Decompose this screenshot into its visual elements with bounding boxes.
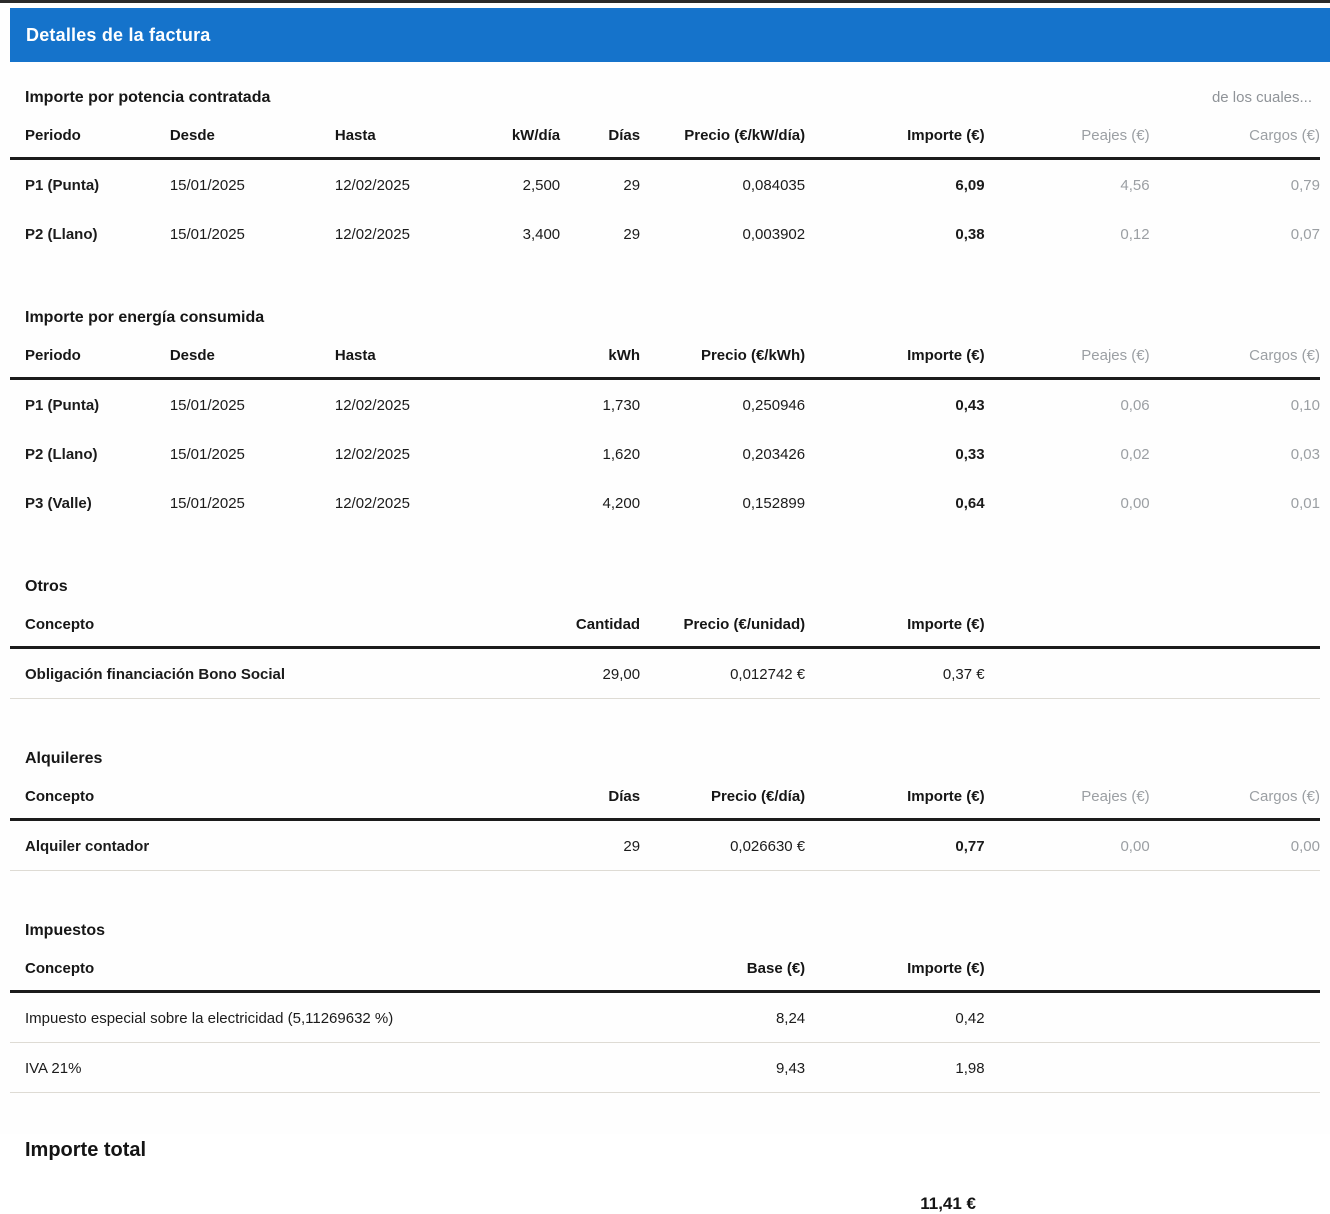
potencia-table: [10, 107, 1320, 258]
de-los-cuales-note: de los cuales...: [1211, 89, 1312, 106]
spacer-cell: [985, 648, 1320, 699]
precio-cell: 0,152899: [742, 495, 806, 512]
concepto-cell: IVA 21%: [10, 1043, 640, 1093]
column-header: Desde: [169, 347, 215, 364]
date-from-cell: 15/01/2025: [169, 226, 245, 243]
invoice-body: [0, 89, 1330, 1214]
total-amount: 11,41 €: [920, 1194, 976, 1213]
page-title: Detalles de la factura: [26, 24, 211, 45]
concepto-cell: Obligación financiación Bono Social: [10, 648, 470, 699]
table-row: [10, 209, 1320, 258]
energia-heading: Importe por energía consumida: [25, 309, 265, 326]
table-row: [10, 429, 1320, 478]
column-header: kWh: [608, 347, 641, 364]
otros-section-header: [10, 578, 1320, 596]
column-header: Peajes (€): [1081, 347, 1150, 364]
column-header: Peajes (€): [1081, 788, 1150, 805]
date-to-cell: 12/02/2025: [334, 177, 410, 194]
table-row: [10, 648, 1320, 699]
date-to-cell: 12/02/2025: [334, 446, 410, 463]
column-header: Cargos (€): [1249, 127, 1320, 144]
importe-cell: 0,37 €: [805, 648, 984, 699]
importe-cell: 1,98: [805, 1043, 984, 1093]
energia-header-row: [10, 327, 1320, 379]
invoice-details-banner: [10, 8, 1330, 62]
column-header: Base (€): [746, 960, 806, 977]
otros-table: [10, 596, 1320, 699]
importe-cell: 0,77: [805, 820, 984, 871]
column-header: Peajes (€): [1081, 127, 1150, 144]
cargos-cell: 0,79: [1290, 177, 1320, 194]
otros-header-row: [10, 596, 1320, 648]
column-header: Concepto: [25, 960, 95, 977]
column-header: Cargos (€): [1249, 347, 1320, 364]
table-row: [10, 1043, 1320, 1093]
concepto-cell: Alquiler contador: [10, 820, 560, 871]
column-header: Precio (€/kW/día): [684, 127, 806, 144]
cargos-cell: 0,10: [1290, 397, 1320, 414]
kwh-cell: 4,200: [602, 495, 641, 512]
date-from-cell: 15/01/2025: [169, 177, 245, 194]
period-cell: P2 (Llano): [25, 446, 98, 463]
column-header: Días: [608, 127, 641, 144]
importe-cell: 0,33: [955, 446, 985, 463]
kw-dia-cell: 2,500: [522, 177, 561, 194]
peajes-cell: 0,02: [1120, 446, 1150, 463]
cargos-cell: 0,03: [1290, 446, 1320, 463]
total-heading: Importe total: [25, 1139, 147, 1161]
column-header: Importe (€): [907, 788, 985, 805]
column-header: Importe (€): [907, 347, 985, 364]
column-header: Cantidad: [575, 616, 641, 633]
column-header: Importe (€): [907, 127, 985, 144]
column-header: Precio (€/kWh): [700, 347, 806, 364]
table-row: [10, 992, 1320, 1043]
spacer-cell: [985, 992, 1320, 1043]
column-header: Periodo: [25, 127, 81, 144]
column-header: Periodo: [25, 347, 81, 364]
energia-section-header: [10, 309, 1320, 327]
peajes-cell: 4,56: [1120, 177, 1150, 194]
base-cell: 9,43: [640, 1043, 805, 1093]
dias-cell: 29: [623, 226, 641, 243]
cargos-cell: 0,01: [1290, 495, 1320, 512]
column-header: Concepto: [25, 788, 95, 805]
kwh-cell: 1,730: [602, 397, 641, 414]
table-row: [10, 379, 1320, 430]
dias-cell: 29: [623, 177, 641, 194]
peajes-cell: 0,06: [1120, 397, 1150, 414]
cargos-cell: 0,07: [1290, 226, 1320, 243]
column-header: Precio (€/día): [710, 788, 806, 805]
impuestos-table: [10, 940, 1320, 1093]
date-from-cell: 15/01/2025: [169, 446, 245, 463]
column-header-spacer: [985, 596, 1320, 648]
potencia-header-row: [10, 107, 1320, 159]
peajes-cell: 0,12: [1120, 226, 1150, 243]
precio-cell: 0,203426: [742, 446, 806, 463]
kw-dia-cell: 3,400: [522, 226, 561, 243]
table-row: [10, 820, 1320, 871]
spacer-cell: [985, 1043, 1320, 1093]
base-cell: 8,24: [640, 992, 805, 1043]
importe-cell: 0,42: [805, 992, 984, 1043]
column-header: Días: [608, 788, 641, 805]
peajes-cell: 0,00: [1120, 495, 1150, 512]
date-from-cell: 15/01/2025: [169, 397, 245, 414]
date-to-cell: 12/02/2025: [334, 495, 410, 512]
scan-edge-line: [0, 0, 1330, 3]
column-header: Importe (€): [907, 960, 985, 977]
cantidad-cell: 29,00: [470, 648, 640, 699]
column-header: Hasta: [334, 347, 376, 364]
date-to-cell: 12/02/2025: [334, 226, 410, 243]
dias-cell: 29: [560, 820, 640, 871]
cargos-cell: 0,00: [1150, 820, 1320, 871]
column-header: Hasta: [334, 127, 376, 144]
alquileres-heading: Alquileres: [25, 750, 103, 767]
table-row: [10, 159, 1320, 210]
alquileres-header-row: [10, 768, 1320, 820]
potencia-section-header: [10, 89, 1320, 107]
precio-cell: 0,012742 €: [640, 648, 805, 699]
table-row: [10, 478, 1320, 527]
importe-cell: 0,64: [955, 495, 985, 512]
column-header: Importe (€): [907, 616, 985, 633]
potencia-heading: Importe por potencia contratada: [25, 89, 271, 106]
precio-cell: 0,026630 €: [640, 820, 805, 871]
column-header: kW/día: [511, 127, 561, 144]
precio-cell: 0,003902: [742, 226, 806, 243]
column-header: Concepto: [25, 616, 95, 633]
period-cell: P1 (Punta): [25, 177, 100, 194]
column-header: Precio (€/unidad): [683, 616, 806, 633]
otros-heading: Otros: [25, 578, 68, 595]
importe-cell: 6,09: [955, 177, 985, 194]
date-to-cell: 12/02/2025: [334, 397, 410, 414]
importe-cell: 0,43: [955, 397, 985, 414]
date-from-cell: 15/01/2025: [169, 495, 245, 512]
period-cell: P2 (Llano): [25, 226, 98, 243]
energia-table: [10, 327, 1320, 527]
precio-cell: 0,084035: [742, 177, 806, 194]
period-cell: P1 (Punta): [25, 397, 100, 414]
impuestos-heading: Impuestos: [25, 922, 106, 939]
concepto-cell: Impuesto especial sobre la electricidad (5,11269632 %): [10, 992, 640, 1043]
alquileres-table: [10, 768, 1320, 871]
period-cell: P3 (Valle): [25, 495, 92, 512]
impuestos-section-header: [10, 922, 1320, 940]
column-header-spacer: [985, 940, 1320, 992]
precio-cell: 0,250946: [742, 397, 806, 414]
alquileres-section-header: [10, 750, 1320, 768]
column-header: Desde: [169, 127, 215, 144]
impuestos-header-row: [10, 940, 1320, 992]
peajes-cell: 0,00: [985, 820, 1150, 871]
kwh-cell: 1,620: [602, 446, 641, 463]
importe-cell: 0,38: [955, 226, 985, 243]
column-header: Cargos (€): [1249, 788, 1320, 805]
